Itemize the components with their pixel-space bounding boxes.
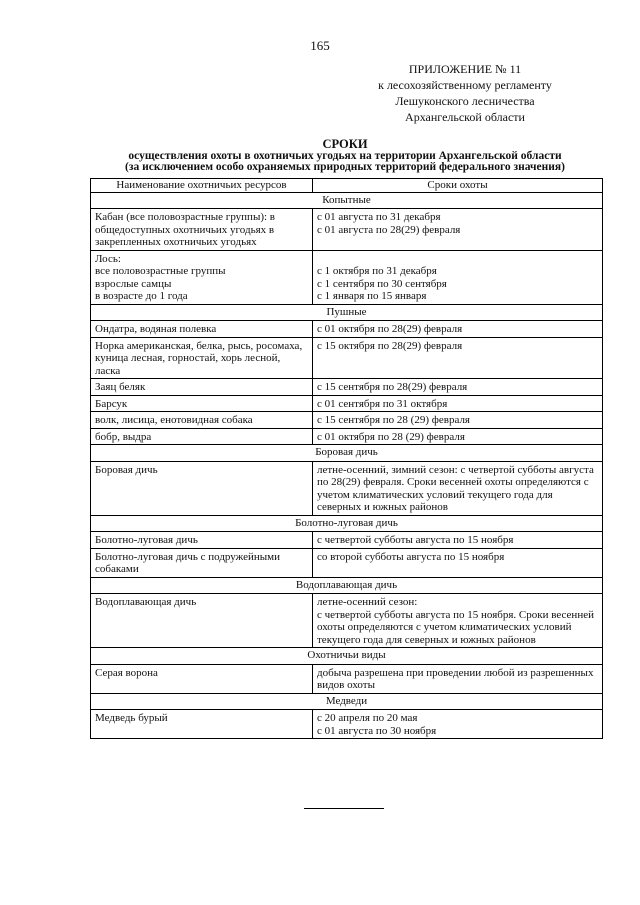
appendix-block: [350, 61, 580, 125]
group-label: Медведи: [91, 693, 603, 710]
table-row: [91, 337, 603, 379]
group-row: [91, 192, 603, 209]
group-row: [91, 304, 603, 321]
column-header-resource: Наименование охотничьих ресурсов: [91, 179, 313, 193]
hunting-term: с 15 сентября по 28(29) февраля: [313, 379, 603, 396]
appendix-line: Архангельской области: [405, 110, 525, 124]
heading-subtitle: осуществления охоты в охотничьих угодьях на территории Архангельской области: [128, 150, 562, 162]
table-row: [91, 428, 603, 445]
term-line: с 01 августа по 31 декабря: [317, 211, 441, 223]
term-line: с 20 апреля по 20 мая: [317, 712, 418, 724]
resource-name: Болотно-луговая дичь: [91, 532, 313, 549]
group-label: Пушные: [91, 304, 603, 321]
heading-title: СРОКИ: [322, 137, 368, 151]
resource-name: Ондатра, водяная полевка: [91, 321, 313, 338]
resource-name: Серая ворона: [91, 664, 313, 693]
term-line: с 01 августа по 28(29) февраля: [317, 223, 461, 236]
resource-name: Норка американская, белка, рысь, росомаха, куница лесная, горностай, хорь лесной, ласка: [91, 337, 313, 379]
table-row: [91, 379, 603, 396]
term-line: с 1 января по 15 января: [317, 290, 427, 302]
resource-name: волк, лисица, енотовидная собака: [91, 412, 313, 429]
table-row: [91, 250, 603, 304]
group-label: Боровая дичь: [91, 445, 603, 462]
term-line: с четвертой субботы августа по 15 ноября. Сроки весенней охоты определяются с учетом климатических условий текущего года для северных и южных районов: [317, 608, 594, 646]
hunting-term: [313, 594, 603, 648]
table-row: [91, 412, 603, 429]
group-row: [91, 648, 603, 665]
page-number: 165: [310, 38, 330, 53]
hunting-term: добыча разрешена при проведении любой из разрешенных видов охоты: [313, 664, 603, 693]
appendix-line: к лесохозяйственному регламенту: [378, 78, 552, 92]
hunting-terms-table: [90, 178, 603, 739]
resource-name: Барсук: [91, 395, 313, 412]
hunting-term: с 01 сентября по 31 октября: [313, 395, 603, 412]
name-line: все половозрастные группы: [95, 265, 226, 277]
group-label: Копытные: [91, 192, 603, 209]
hunting-term: с 01 октября по 28(29) февраля: [313, 321, 603, 338]
end-divider: [304, 808, 384, 809]
resource-name: Кабан (все половозрастные группы): в общедоступных охотничьих угодьях в закрепленных охотничьих угодьях: [91, 209, 313, 251]
resource-name: Водоплавающая дичь: [91, 594, 313, 648]
term-line: с 1 октября по 31 декабря: [317, 265, 437, 277]
resource-name: Заяц беляк: [91, 379, 313, 396]
hunting-term: с четвертой субботы августа по 15 ноября: [313, 532, 603, 549]
hunting-term: [313, 250, 603, 304]
hunting-term: с 15 октября по 28(29) февраля: [313, 337, 603, 379]
table-row: [91, 664, 603, 693]
group-row: [91, 577, 603, 594]
hunting-term: летне-осенний, зимний сезон: с четвертой субботы августа по 28(29) февраля. Сроки весенней охоты определяются с учетом климатических условий текущего года для северных и южных районов: [313, 461, 603, 515]
name-line: Лось:: [95, 252, 121, 265]
table-header-row: [91, 179, 603, 193]
table-row: [91, 461, 603, 515]
table-row: [91, 321, 603, 338]
table-row: [91, 532, 603, 549]
group-row: [91, 515, 603, 532]
group-row: [91, 445, 603, 462]
hunting-term: [313, 209, 603, 251]
resource-name: [91, 250, 313, 304]
heading-note: (за исключением особо охраняемых природных территорий федерального значения): [125, 161, 565, 173]
term-line: летне-осенний сезон:: [317, 596, 418, 608]
table-row: [91, 395, 603, 412]
appendix-title: ПРИЛОЖЕНИЕ № 11: [408, 62, 522, 76]
column-header-terms: Сроки охоты: [313, 179, 603, 193]
term-line: с 01 августа по 30 ноября: [317, 724, 437, 737]
hunting-term: со второй субботы августа по 15 ноября: [313, 548, 603, 577]
group-row: [91, 693, 603, 710]
table-row: [91, 710, 603, 739]
hunting-term: с 15 сентября по 28 (29) февраля: [313, 412, 603, 429]
resource-name: Медведь бурый: [91, 710, 313, 739]
name-line: в возрасте до 1 года: [95, 290, 188, 302]
resource-name: бобр, выдра: [91, 428, 313, 445]
resource-name: Боровая дичь: [91, 461, 313, 515]
resource-name: Болотно-луговая дичь с подружейными собаками: [91, 548, 313, 577]
table-row: [91, 209, 603, 251]
hunting-term: [313, 710, 603, 739]
appendix-line: Лешуконского лесничества: [395, 94, 535, 108]
group-label: Водоплавающая дичь: [91, 577, 603, 594]
group-label: Охотничьи виды: [91, 648, 603, 665]
table-row: [91, 594, 603, 648]
table-row: [91, 548, 603, 577]
name-line: взрослые самцы: [95, 277, 172, 290]
term-line: с 1 сентября по 30 сентября: [317, 277, 447, 290]
document-heading: [90, 137, 600, 173]
group-label: Болотно-луговая дичь: [91, 515, 603, 532]
hunting-term: с 01 октября по 28 (29) февраля: [313, 428, 603, 445]
